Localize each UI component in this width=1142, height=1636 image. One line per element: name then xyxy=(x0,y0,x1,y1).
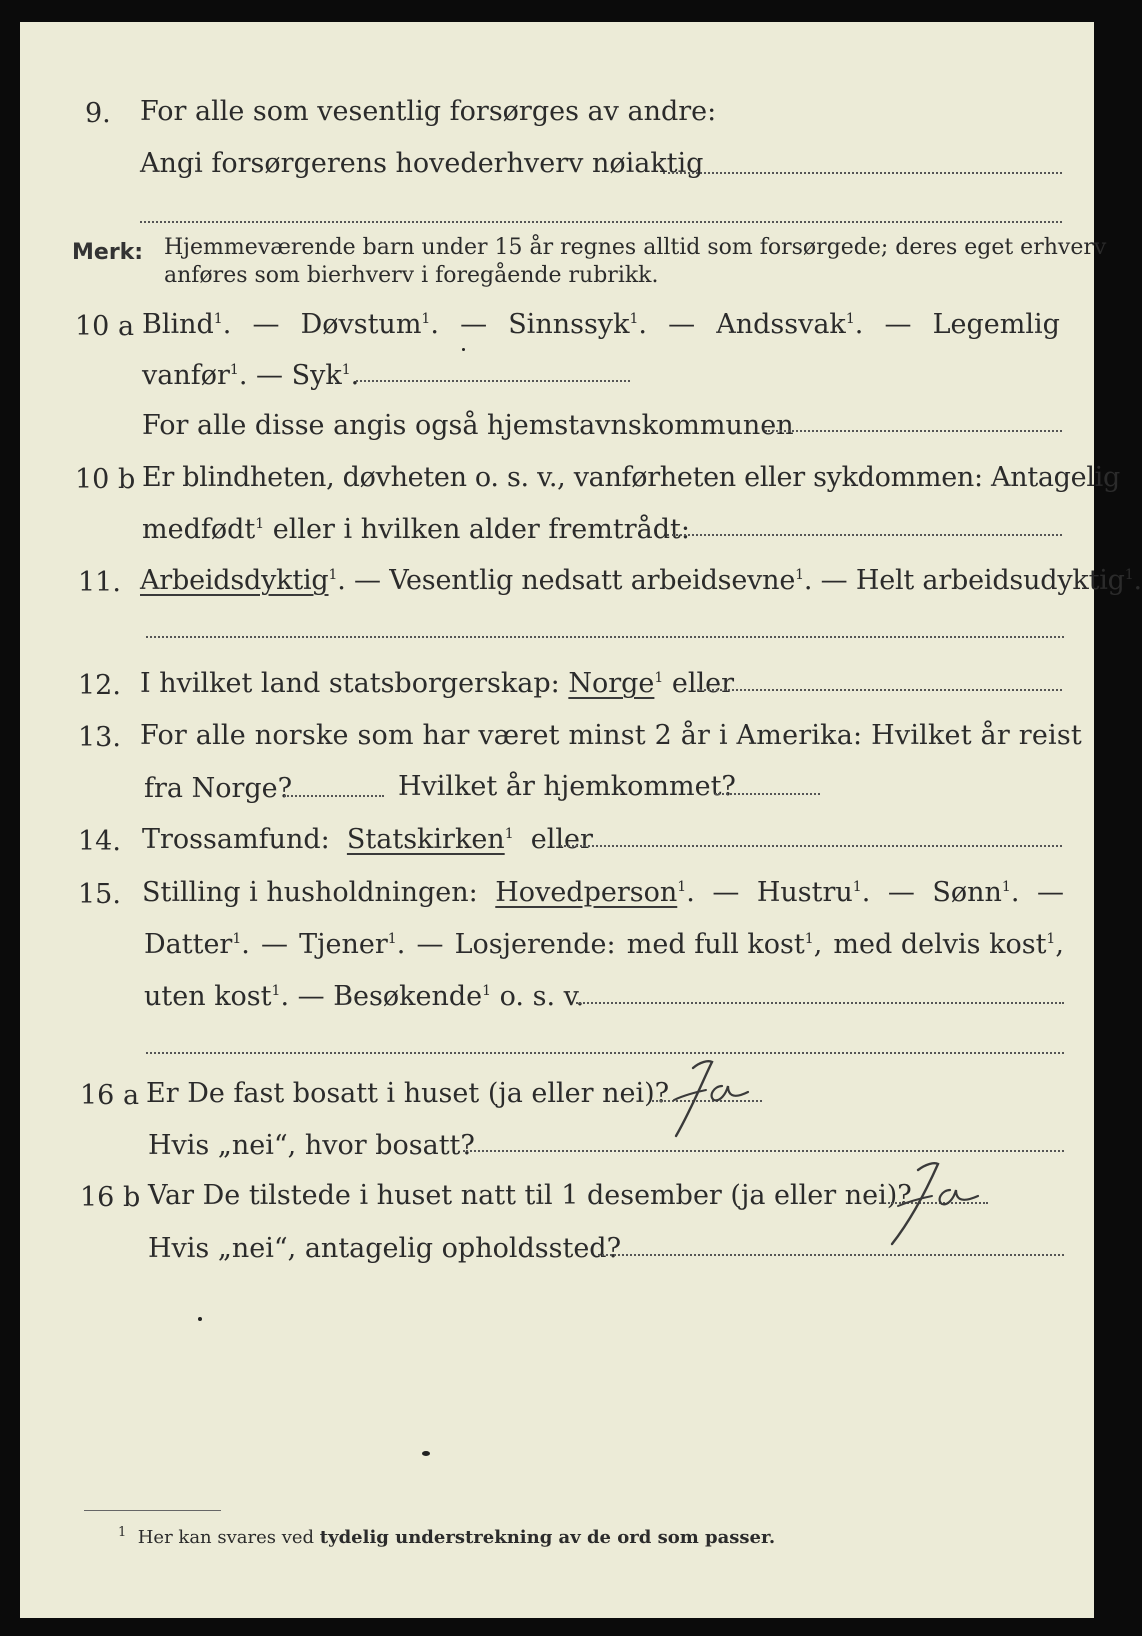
option-full-kost[interactable]: med full kost$^1$, xyxy=(626,929,823,960)
year-left-answer-line[interactable] xyxy=(284,795,384,797)
question-11-line-1: Arbeidsdyktig$^1$. — Vesentlig nedsatt arbeidsevne$^1$. — Helt arbeidsudyktig$^1$. xyxy=(140,565,1142,596)
question-13-line-1: For alle norske som har været minst 2 år i Amerika: Hvilket år reist xyxy=(140,720,1082,751)
question-10b-number: 10 b xyxy=(75,464,136,495)
ink-speck xyxy=(422,1451,430,1456)
question-10a-number: 10 a xyxy=(75,311,135,342)
losjerende-label: Losjerende: xyxy=(454,929,616,960)
question-14-number: 14. xyxy=(78,826,121,857)
question-15-answer-line-2[interactable] xyxy=(146,1052,1064,1054)
question-12-prefix: I hvilket land statsborgerskap: xyxy=(140,668,560,699)
option-datter[interactable]: Datter$^1$. xyxy=(144,929,250,960)
dash: — xyxy=(256,360,284,391)
option-helt-arbeidsudyktig[interactable]: Helt arbeidsudyktig$^1$. xyxy=(855,565,1142,596)
note-label: Merk: xyxy=(72,240,144,265)
option-delvis-kost[interactable]: med delvis kost$^1$, xyxy=(833,929,1064,960)
question-9-line-1: For alle som vesentlig forsørges av andre: xyxy=(140,96,717,127)
handwritten-answer-16a xyxy=(648,1056,768,1150)
question-15-line-3 xyxy=(144,981,584,1013)
option-hovedperson[interactable]: Hovedperson$^1$. xyxy=(495,877,695,908)
dash: — xyxy=(416,929,444,960)
handwritten-ja-16a-icon xyxy=(648,1056,768,1146)
question-10b-line-2-rest: eller i hvilken alder fremtrådt: xyxy=(272,514,690,545)
question-16a-line-2: Hvis „nei“, hvor bosatt? xyxy=(148,1130,475,1161)
handwritten-answer-16b xyxy=(868,1156,998,1260)
question-11-number: 11. xyxy=(78,567,121,598)
question-10b-line-2 xyxy=(142,514,690,546)
dash: — xyxy=(261,929,288,960)
option-legemlig-prefix[interactable]: Legemlig xyxy=(932,309,1060,340)
option-norge[interactable]: Norge xyxy=(568,668,655,699)
question-12-number: 12. xyxy=(78,670,121,701)
hjemstavnskommune-answer-line[interactable] xyxy=(765,430,1062,432)
question-13-fra-norge: fra Norge? xyxy=(144,773,293,804)
footnote-rule xyxy=(84,1510,221,1511)
dash: — xyxy=(354,565,381,596)
option-besokende[interactable]: Besøkende$^1$ xyxy=(333,981,492,1012)
footnote-mark: 1 xyxy=(118,1525,127,1540)
dash: — xyxy=(1036,877,1064,908)
question-15-answer-line[interactable] xyxy=(576,1002,1064,1004)
question-16a-line-1: Er De fast bosatt i huset (ja eller nei)? xyxy=(146,1078,670,1109)
option-vanfor[interactable]: vanfør$^1$. xyxy=(142,360,248,391)
dash: — xyxy=(712,877,740,908)
option-arbeidsdyktig[interactable]: Arbeidsdyktig xyxy=(140,565,329,596)
option-syk[interactable]: Syk$^1$. xyxy=(291,360,360,391)
question-14-prefix: Trossamfund: xyxy=(142,824,330,855)
ink-speck xyxy=(462,348,465,351)
dash: — xyxy=(297,981,325,1012)
question-15-line-2 xyxy=(144,929,1064,961)
option-vesentlig-nedsatt[interactable]: Vesentlig nedsatt arbeidsevne$^1$. xyxy=(389,565,813,596)
option-sinnssyk[interactable]: Sinnssyk$^1$. xyxy=(508,309,647,340)
question-9-line-2: Angi forsørgerens hovederhverv nøiaktig xyxy=(140,148,704,179)
question-13-number: 13. xyxy=(78,722,121,753)
question-11-answer-line[interactable] xyxy=(146,636,1064,638)
question-10a-line-1 xyxy=(142,309,1060,341)
option-statskirken[interactable]: Statskirken xyxy=(346,824,505,855)
question-12-eller: eller xyxy=(671,668,735,699)
question-12-line: I hvilket land statsborgerskap: Norge$^1$ eller xyxy=(140,668,735,699)
question-10a-answer-line[interactable] xyxy=(356,380,630,382)
dash: — xyxy=(460,309,488,340)
option-hustru[interactable]: Hustru$^1$. xyxy=(756,877,871,908)
option-uten-kost[interactable]: uten kost$^1$. xyxy=(144,981,290,1012)
question-16b-line-1: Var De tilstede i huset natt til 1 desember (ja eller nei)? xyxy=(148,1180,912,1211)
question-16b-line-2: Hvis „nei“, antagelig opholdssted? xyxy=(148,1233,622,1264)
question-14-eller: eller xyxy=(530,824,593,855)
question-13-hjemkommet: Hvilket år hjemkommet? xyxy=(398,771,736,802)
census-form-page xyxy=(20,22,1142,1618)
question-9-answer-line-2[interactable] xyxy=(140,221,1062,223)
question-15-line-1 xyxy=(142,877,1064,909)
question-12-answer-line[interactable] xyxy=(697,689,1062,691)
question-16a-bosatt-answer-line[interactable] xyxy=(463,1150,1064,1152)
dash: — xyxy=(887,877,915,908)
option-sonn[interactable]: Sønn$^1$. xyxy=(932,877,1020,908)
option-medfodt[interactable]: medfødt$^1$ xyxy=(142,514,265,545)
question-9-answer-line[interactable] xyxy=(663,172,1062,174)
question-14-answer-line[interactable] xyxy=(560,845,1062,847)
footnote-bold-text: tydelig understrekning av de ord som passer. xyxy=(319,1527,776,1548)
year-returned-answer-line[interactable] xyxy=(715,793,820,795)
option-blind[interactable]: Blind$^1$. xyxy=(142,309,232,340)
question-14-line: Trossamfund: Statskirken$^1$ eller xyxy=(142,824,593,855)
dash: — xyxy=(668,309,696,340)
note-line-1: Hjemmeværende barn under 15 år regnes alltid som forsørgede; deres eget erhverv xyxy=(164,235,1107,260)
question-10a-line-3: For alle disse angis også hjemstavnskommunen xyxy=(142,410,794,441)
footnote xyxy=(118,1522,775,1549)
dash: — xyxy=(884,309,912,340)
footnote-plain-text: Her kan svares ved xyxy=(137,1527,315,1548)
dash: — xyxy=(252,309,280,340)
question-16a-number: 16 a xyxy=(80,1080,140,1111)
question-10a-line-2 xyxy=(142,360,359,392)
note-line-2: anføres som bierhverv i foregående rubrikk. xyxy=(164,263,659,288)
handwritten-ja-16b-icon xyxy=(868,1156,998,1256)
option-dovstum[interactable]: Døvstum$^1$. xyxy=(300,309,439,340)
dash: — xyxy=(820,565,848,596)
question-10b-answer-line[interactable] xyxy=(667,534,1062,536)
question-9-number: 9. xyxy=(85,98,111,129)
question-15-prefix: Stilling i husholdningen: xyxy=(142,877,478,908)
option-tjener[interactable]: Tjener$^1$. xyxy=(299,929,406,960)
option-andssvak[interactable]: Andssvak$^1$. xyxy=(716,309,864,340)
question-15-osv: o. s. v. xyxy=(499,981,585,1012)
ink-speck xyxy=(198,1317,202,1321)
question-15-number: 15. xyxy=(78,879,121,910)
question-16b-opholdssted-answer-line[interactable] xyxy=(598,1254,1064,1256)
question-10b-line-1: Er blindheten, døvheten o. s. v., vanførheten eller sykdommen: Antagelig xyxy=(142,462,1120,493)
question-16b-number: 16 b xyxy=(80,1182,141,1213)
